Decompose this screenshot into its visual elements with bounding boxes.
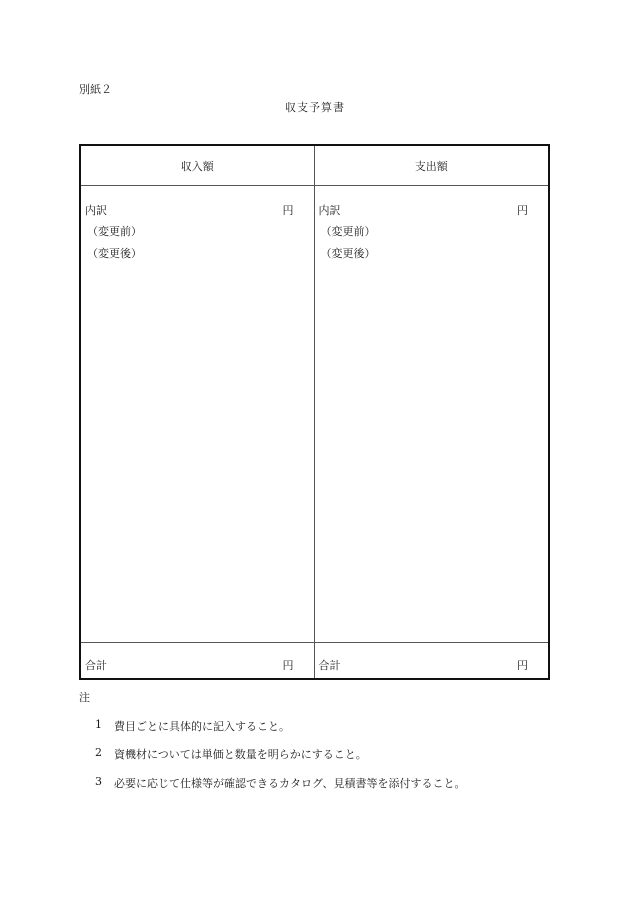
note-text: 費目ごとに具体的に記入すること。 — [114, 720, 290, 733]
document-title: 収支予算書 — [285, 101, 345, 114]
note-item — [95, 746, 367, 762]
note-text: 必要に応じて仕様等が確認できるカタログ、見積書等を添付すること。 — [114, 777, 466, 790]
note-text: 資機材については単価と数量を明らかにすること。 — [114, 748, 367, 761]
income-breakdown-row — [85, 202, 294, 218]
income-total-unit: 円 — [282, 659, 294, 672]
income-breakdown-label: 内訳 — [85, 204, 107, 217]
attachment-label: 別紙２ — [79, 83, 112, 96]
income-total-row — [85, 657, 294, 673]
expense-total-row — [319, 657, 529, 673]
expense-total-unit: 円 — [517, 659, 528, 672]
note-item — [95, 718, 290, 734]
note-number: 2 — [95, 746, 102, 759]
income-before-label: （変更前） — [87, 225, 142, 238]
income-total-area — [81, 642, 314, 678]
expense-before-label: （変更前） — [320, 225, 376, 238]
income-unit: 円 — [282, 204, 294, 217]
budget-table — [79, 144, 550, 680]
note-item — [95, 775, 466, 791]
note-number: 3 — [95, 775, 102, 788]
note-number: 1 — [95, 718, 102, 731]
expense-after-label: （変更後） — [320, 247, 376, 260]
expense-unit: 円 — [517, 204, 528, 217]
expense-column — [315, 146, 549, 678]
income-after-label: （変更後） — [87, 247, 142, 260]
expense-breakdown-label: 内訳 — [318, 204, 341, 217]
expense-breakdown-row — [319, 202, 529, 218]
income-header: 収入額 — [81, 146, 314, 186]
expense-total-area — [315, 642, 549, 678]
notes-label: 注 — [79, 691, 90, 704]
expense-header: 支出額 — [315, 146, 549, 186]
income-column — [81, 146, 315, 678]
expense-total-label: 合計 — [318, 659, 341, 672]
income-total-label: 合計 — [85, 659, 107, 672]
